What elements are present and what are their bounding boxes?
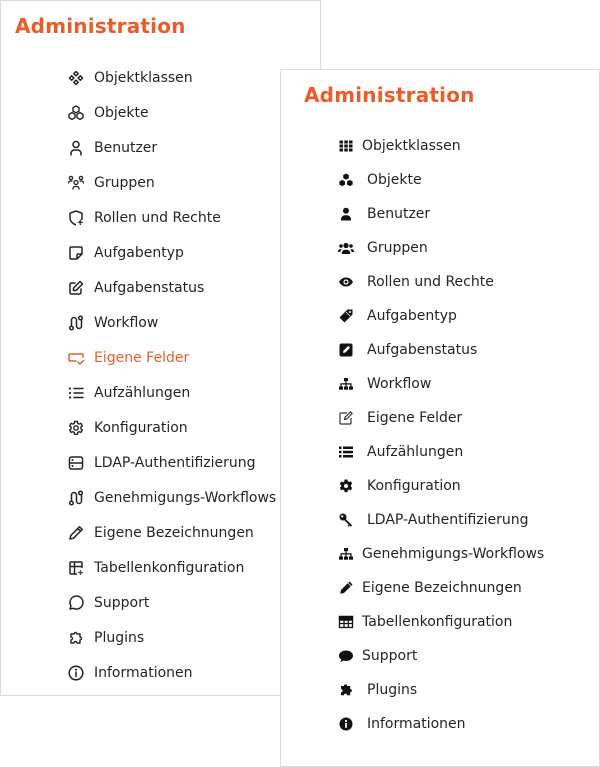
menu-item-label: Genehmigungs-Workflows [94, 490, 277, 506]
note-icon [67, 244, 85, 262]
menu-item-konfiguration[interactable] [67, 414, 188, 442]
admin-menu-solid [280, 69, 600, 767]
menu-item-label: Plugins [367, 682, 418, 698]
input-check-icon [67, 349, 85, 367]
menu-item-label: Tabellenkonfiguration [362, 614, 513, 630]
menu-item-aufgabenstatus[interactable] [338, 336, 477, 364]
menu-item-label: LDAP-Authentifizierung [94, 455, 256, 471]
menu-item-support[interactable] [338, 642, 417, 670]
menu-item-label: Objektklassen [362, 138, 461, 154]
tag-icon [338, 308, 354, 324]
list-icon [67, 384, 85, 402]
menu-item-plugins[interactable] [67, 624, 144, 652]
menu-item-gruppen[interactable] [67, 169, 155, 197]
menu-item-gruppen[interactable] [338, 234, 428, 262]
pencil-icon [67, 524, 85, 542]
admin-menu-outline [0, 0, 321, 696]
menu-item-benutzer[interactable] [338, 200, 430, 228]
pencil-icon [338, 580, 354, 596]
menu-item-objekte[interactable] [67, 99, 149, 127]
menu-item-label: Eigene Felder [367, 410, 463, 426]
sitemap-icon [338, 546, 354, 562]
menu-item-aufzaehlungen[interactable] [67, 379, 190, 407]
menu-item-label: Support [362, 648, 418, 664]
menu-item-genehmigungs-workflows[interactable] [67, 484, 276, 512]
panel-title: Administration [15, 14, 186, 38]
cubes-outline-icon [67, 104, 85, 122]
menu-item-workflow[interactable] [67, 309, 158, 337]
table-gear-icon [67, 559, 85, 577]
menu-item-ldap-authentifizierung[interactable] [338, 506, 529, 534]
route-icon [67, 489, 85, 507]
menu-item-label: Eigene Bezeichnungen [362, 580, 522, 596]
menu-item-label: Workflow [94, 315, 159, 331]
menu-item-label: Benutzer [94, 140, 158, 156]
cubes-icon [338, 172, 354, 188]
puzzle-icon [338, 682, 354, 698]
edit-outline-icon [338, 410, 354, 426]
menu-item-label: Aufgabentyp [94, 245, 184, 261]
gear-icon [67, 419, 85, 437]
menu-item-label: Eigene Bezeichnungen [94, 525, 254, 541]
menu-item-label: Objekte [94, 105, 149, 121]
route-icon [67, 314, 85, 332]
menu-item-tabellenkonfiguration[interactable] [67, 554, 244, 582]
edit-square-icon [67, 279, 85, 297]
user-icon [338, 206, 354, 222]
menu-item-genehmigungs-workflows[interactable] [338, 540, 544, 568]
user-outline-icon [67, 139, 85, 157]
menu-item-label: Rollen und Rechte [367, 274, 494, 290]
menu-item-aufgabentyp[interactable] [338, 302, 457, 330]
menu-item-label: Gruppen [367, 240, 428, 256]
list-icon [338, 444, 354, 460]
chat-bubble-icon [67, 594, 85, 612]
menu-item-label: Aufgabentyp [367, 308, 457, 324]
menu-item-eigene-felder[interactable] [338, 404, 462, 432]
comment-icon [338, 648, 354, 664]
menu-item-konfiguration[interactable] [338, 472, 461, 500]
menu-item-label: Plugins [94, 630, 145, 646]
key-icon [338, 512, 354, 528]
menu-item-objektklassen[interactable] [338, 132, 461, 160]
menu-item-label: Informationen [367, 716, 466, 732]
menu-item-label: Gruppen [94, 175, 155, 191]
diamonds-icon [67, 69, 85, 87]
menu-item-informationen[interactable] [338, 710, 466, 738]
cog-icon [338, 478, 354, 494]
menu-item-eigene-felder[interactable] [67, 344, 189, 372]
menu-item-label: Workflow [367, 376, 432, 392]
menu-item-aufgabenstatus[interactable] [67, 274, 204, 302]
menu-item-plugins[interactable] [338, 676, 417, 704]
info-circle-icon [338, 716, 354, 732]
menu-item-objektklassen[interactable] [67, 64, 193, 92]
menu-item-label: Aufzählungen [94, 385, 191, 401]
menu-item-label: Informationen [94, 665, 193, 681]
panel-title: Administration [304, 83, 475, 107]
users-icon [338, 240, 354, 256]
menu-item-objekte[interactable] [338, 166, 422, 194]
server-icon [67, 454, 85, 472]
pencil-square-icon [338, 342, 354, 358]
menu-item-benutzer[interactable] [67, 134, 157, 162]
grid-icon [338, 138, 354, 154]
menu-item-label: Objekte [367, 172, 422, 188]
menu-item-ldap-authentifizierung[interactable] [67, 449, 256, 477]
menu-item-eigene-bezeichnungen[interactable] [67, 519, 254, 547]
menu-item-label: Genehmigungs-Workflows [362, 546, 545, 562]
menu-item-label: Benutzer [367, 206, 431, 222]
menu-item-label: Objektklassen [94, 70, 193, 86]
menu-item-label: Tabellenkonfiguration [94, 560, 245, 576]
info-circle-icon [67, 664, 85, 682]
menu-item-label: Aufgabenstatus [367, 342, 478, 358]
menu-item-tabellenkonfiguration[interactable] [338, 608, 512, 636]
users-group-icon [67, 174, 85, 192]
sitemap-icon [338, 376, 354, 392]
menu-item-aufzaehlungen[interactable] [338, 438, 463, 466]
menu-item-label: Support [94, 595, 150, 611]
menu-item-label: Aufgabenstatus [94, 280, 205, 296]
eye-icon [338, 274, 354, 290]
menu-item-rollen-und-rechte[interactable] [338, 268, 494, 296]
menu-item-label: Konfiguration [367, 478, 461, 494]
menu-item-label: Rollen und Rechte [94, 210, 221, 226]
shield-gear-icon [67, 209, 85, 227]
menu-item-aufgabentyp[interactable] [67, 239, 184, 267]
menu-item-rollen-und-rechte[interactable] [67, 204, 221, 232]
puzzle-outline-icon [67, 629, 85, 647]
menu-item-label: Aufzählungen [367, 444, 464, 460]
table-icon [338, 614, 354, 630]
menu-item-workflow[interactable] [338, 370, 431, 398]
menu-item-informationen[interactable] [67, 659, 193, 687]
menu-item-label: Konfiguration [94, 420, 188, 436]
menu-item-label: LDAP-Authentifizierung [367, 512, 529, 528]
menu-item-label: Eigene Felder [94, 350, 190, 366]
menu-item-support[interactable] [67, 589, 149, 617]
menu-item-eigene-bezeichnungen[interactable] [338, 574, 522, 602]
